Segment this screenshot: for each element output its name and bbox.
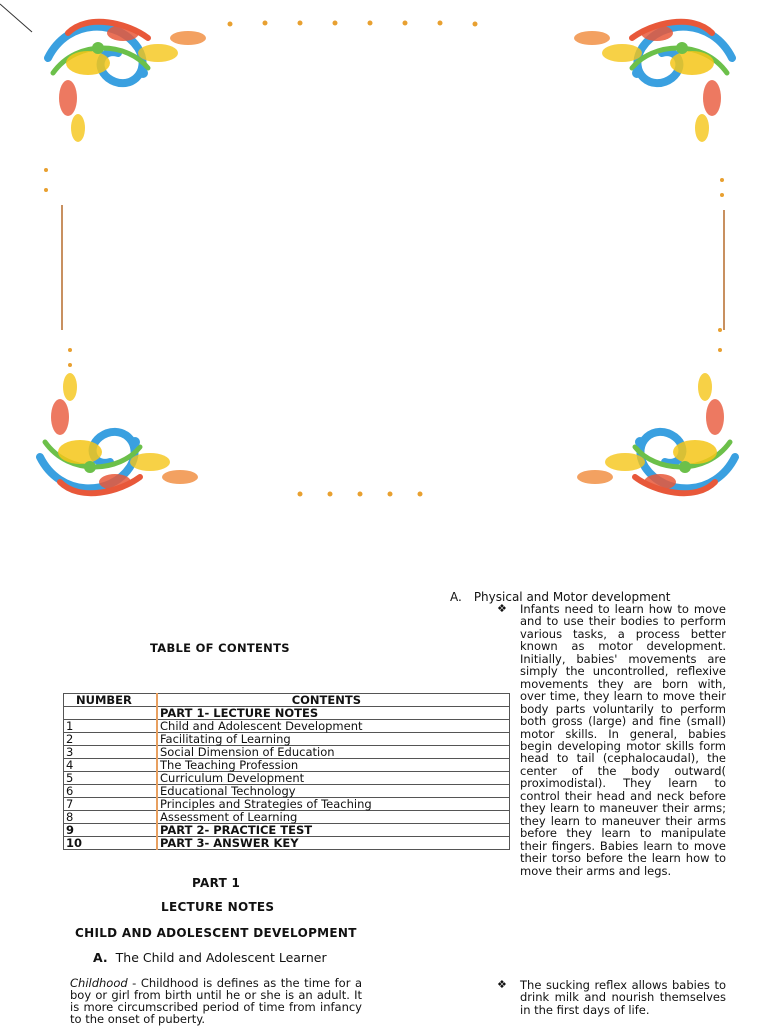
toc-row-title: PART 3- ANSWER KEY <box>157 837 510 850</box>
childhood-paragraph <box>70 977 362 1025</box>
border-side-rules <box>62 205 724 330</box>
toc-row-number: 5 <box>64 772 158 785</box>
section-a-title: The Child and Adolescent Learner <box>115 950 327 965</box>
toc-row-number: 1 <box>64 720 158 733</box>
lecture-notes-heading: LECTURE NOTES <box>161 900 275 914</box>
toc-row <box>64 824 510 837</box>
toc-row-title: Principles and Strategies of Teaching <box>157 798 510 811</box>
childhood-definition: - Childhood is defines as the time for a boy or girl from birth until he or she is an adult. It is more circumscribed period of time from infancy to the onset of puberty. <box>70 976 362 1026</box>
toc-table <box>63 693 510 850</box>
bullet-item <box>497 603 727 877</box>
toc-row-number: 7 <box>64 798 158 811</box>
corner-ornament-top-left <box>48 22 206 142</box>
toc-row <box>64 746 510 759</box>
physical-motor-label: A. <box>450 590 462 604</box>
toc-row-title: Child and Adolescent Development <box>157 720 510 733</box>
toc-row <box>64 707 510 720</box>
floral-border <box>30 10 750 505</box>
bullet-text: Infants need to learn how to move and to use their bodies to perform various tasks, a process better known as motor development. Initially, babies' movements are simply the uncontrolled, reflexive movements they are born with, over time, they learn to move their body parts voluntarily to perform both gross (large) and fine (small) motor skills. In general, babies begin developing motor skills form head to tail (cephalocaudal), the center of the body outward( proximodistal). They learn to control their head and neck before they learn to maneuver their arms; they learn to maneuver their arms before they learn to manipulate their fingers. Babies learn to move their torso before the learn how to move their arms and legs. <box>520 602 726 878</box>
physical-motor-title: Physical and Motor development <box>473 590 671 604</box>
toc-row-number: 2 <box>64 733 158 746</box>
toc-row-number: 6 <box>64 785 158 798</box>
toc-header-row <box>64 694 510 707</box>
toc-row-number: 8 <box>64 811 158 824</box>
toc-row-number: 9 <box>64 824 158 837</box>
corner-ornament-bottom-left <box>40 373 198 493</box>
toc-title: TABLE OF CONTENTS <box>150 641 290 655</box>
bullet-item <box>497 979 727 1016</box>
toc-row <box>64 837 510 850</box>
section-a-label: A. <box>93 950 108 965</box>
border-dots <box>44 21 724 497</box>
bullet-text: The sucking reflex allows babies to drink milk and nourish themselves in the first days of life. <box>520 978 726 1017</box>
toc-row <box>64 798 510 811</box>
toc-row <box>64 811 510 824</box>
toc-row-number: 4 <box>64 759 158 772</box>
toc-row-title: Social Dimension of Education <box>157 746 510 759</box>
childhood-term: Childhood <box>70 976 128 990</box>
toc-row-title: Curriculum Development <box>157 772 510 785</box>
toc-row <box>64 733 510 746</box>
part-heading: PART 1 <box>192 876 241 890</box>
toc-row-title: Educational Technology <box>157 785 510 798</box>
toc-row <box>64 785 510 798</box>
toc-row-number <box>64 707 158 720</box>
toc-row-title: PART 1- LECTURE NOTES <box>157 707 510 720</box>
toc-row <box>64 772 510 785</box>
toc-row <box>64 759 510 772</box>
corner-ornament-bottom-right <box>577 373 735 493</box>
toc-row <box>64 720 510 733</box>
toc-header-number: NUMBER <box>64 694 158 707</box>
toc-row-number: 10 <box>64 837 158 850</box>
toc-row-title: Facilitating of Learning <box>157 733 510 746</box>
corner-ornament-top-right <box>574 22 732 142</box>
toc-header-contents: CONTENTS <box>157 694 510 707</box>
toc-row-title: Assessment of Learning <box>157 811 510 824</box>
diamond-bullet-icon: ❖ <box>497 978 507 991</box>
toc-row-number: 3 <box>64 746 158 759</box>
toc-row-title: PART 2- PRACTICE TEST <box>157 824 510 837</box>
subject-heading: CHILD AND ADOLESCENT DEVELOPMENT <box>75 926 357 940</box>
diamond-bullet-icon: ❖ <box>497 602 507 615</box>
toc-row-title: The Teaching Profession <box>157 759 510 772</box>
section-a-heading <box>93 950 327 965</box>
